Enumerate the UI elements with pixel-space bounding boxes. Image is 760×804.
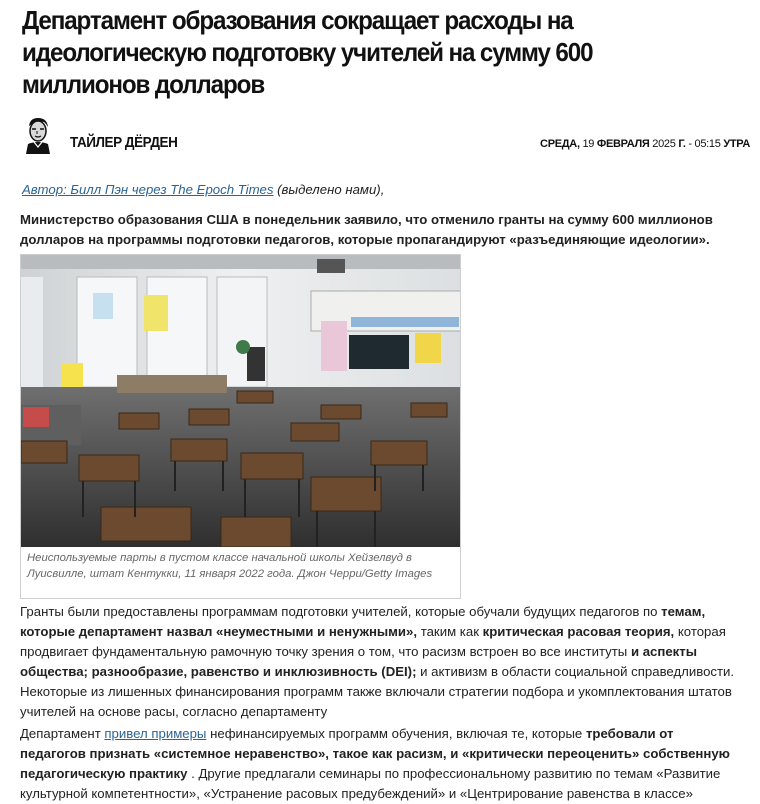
lead-paragraph: Министерство образования США в понедельник заявило, что отменило гранты на сумму 600 миллионов долларов на программы подготовки педагогов, которые пропагандируют «разъединяющие идеологии». <box>20 212 713 247</box>
author-name[interactable]: ТАЙЛЕР ДЁРДЕН <box>70 134 178 151</box>
paragraph-grants: Гранты были предоставлены программам подготовки учителей, которые обучали будущих педагогов по темам, которые департамент назвал «неуместными и ненужными», таким как критическая расовая теория, которая продвигает фундаментальную рамочную точку зрения о том, что расизм встроен во все институты и аспекты общества; разнообразие, равенство и инклюзивность (DEI); и активизм в области социальной справедливости. Некоторые из лишенных финансирования программ также включали стратегии подбора и укомплектования штатов учителей на основе расы, согласно департаменту <box>20 604 735 719</box>
attribution-note: (выделено нами), <box>273 182 385 197</box>
publish-date: СРЕДА, 19 ФЕВРАЛЯ 2025 Г. - 05:15 УТРА <box>540 138 750 150</box>
figure-caption: Неиспользуемые парты в пустом классе начальной школы Хейзелвуд в Луисвилле, штат Кентукки, 11 января 2022 года. Джон Черри/Getty Images <box>27 552 433 580</box>
article-headline: Департамент образования сокращает расходы на идеологическую подготовку учителей на сумму 600 миллионов долларов <box>22 5 593 99</box>
attribution-link[interactable]: Автор: Билл Пэн через The Epoch Times <box>22 182 274 197</box>
article-figure <box>20 254 461 599</box>
attribution-line <box>22 180 742 200</box>
examples-link[interactable]: привел примеры <box>104 726 207 741</box>
author-avatar[interactable] <box>20 116 56 154</box>
paragraph-examples: Департамент привел примеры нефинансируемых программ обучения, включая те, которые требовали от педагогов признать «системное неравенство», такое как расизм, и «критически переоценить» собственную педагогическую практику . Другие предлагали семинары по профессиональному развитию по темам «Развитие культурной компетентности», «Устранение расовых предубеждений» и «Центрирование равенства в классе» <box>20 726 730 801</box>
classroom-photo <box>21 255 460 547</box>
byline <box>20 116 750 156</box>
